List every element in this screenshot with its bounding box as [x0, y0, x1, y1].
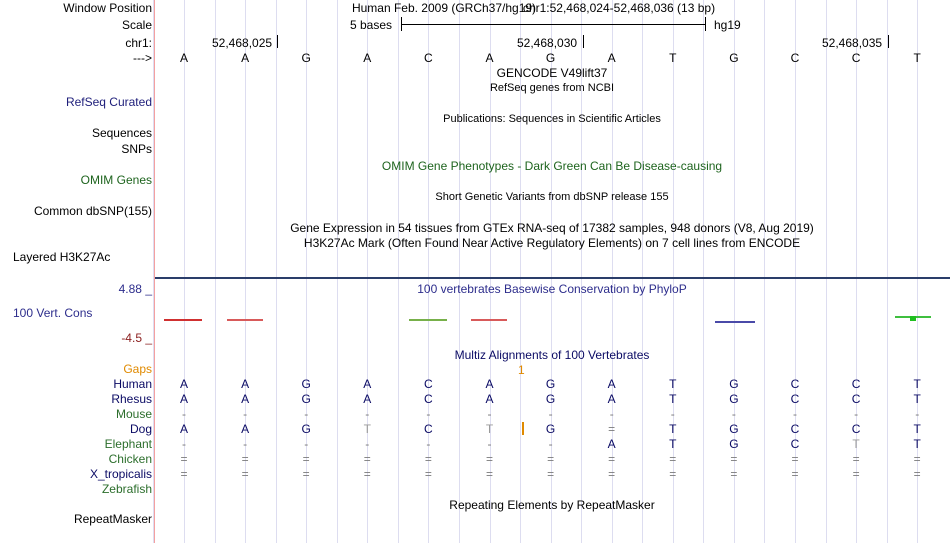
sequence-base: C: [790, 51, 800, 65]
base-gridline: [764, 0, 765, 543]
species-label[interactable]: X_tropicalis: [89, 467, 152, 481]
alignment-base: A: [485, 392, 494, 406]
vert-cons-label[interactable]: 100 Vert. Cons: [13, 306, 93, 320]
alignment-base: T: [913, 377, 921, 391]
gaps-label[interactable]: Gaps: [123, 362, 152, 376]
alignment-base: =: [852, 467, 860, 481]
alignment-base: =: [180, 452, 188, 466]
alignment-base: -: [670, 407, 675, 421]
alignment-base: G: [301, 422, 311, 436]
alignment-base: =: [791, 467, 799, 481]
species-label[interactable]: Elephant: [104, 437, 152, 451]
alignment-base: =: [730, 467, 738, 481]
phylop-negative-blip: [471, 319, 507, 321]
window-position-label: Window Position: [63, 1, 152, 15]
alignment-base: G: [301, 377, 311, 391]
assembly-text: Human Feb. 2009 (GRCh37/hg19): [351, 1, 537, 15]
coord-tick: [583, 35, 584, 48]
sequence-base: C: [851, 51, 861, 65]
phylop-positive-blip: [409, 319, 447, 321]
alignment-base: =: [791, 452, 799, 466]
alignment-base: -: [548, 407, 553, 421]
alignment-base: C: [790, 422, 800, 436]
cons-max-label: 4.88 _: [118, 282, 152, 296]
coord-label: 52,468,030: [517, 36, 578, 50]
alignment-base: -: [426, 437, 431, 451]
base-gridline: [642, 0, 643, 543]
alignment-base: =: [852, 452, 860, 466]
coord-label: 52,468,035: [822, 36, 883, 50]
alignment-base: -: [426, 407, 431, 421]
alignment-base: =: [241, 467, 249, 481]
alignment-base: G: [729, 392, 739, 406]
alignment-base: A: [607, 377, 616, 391]
alignment-base: -: [243, 437, 248, 451]
base-gridline: [459, 0, 460, 543]
sequence-base: A: [241, 51, 250, 65]
alignment-base: A: [363, 377, 372, 391]
alignment-base: C: [424, 392, 433, 406]
alignment-base: =: [913, 452, 921, 466]
base-gridline: [398, 0, 399, 543]
alignment-base: G: [545, 392, 556, 406]
coord-label: 52,468,025: [212, 36, 273, 50]
alignment-base: -: [793, 407, 797, 421]
base-gridline: [826, 0, 827, 543]
gtex-track-title[interactable]: Gene Expression in 54 tissues from GTEx RNA-seq of 17382 samples, 948 donors (V8, Aug 2019): [290, 221, 814, 235]
chrom-label: chr1:: [125, 36, 152, 50]
refseq-track-title[interactable]: RefSeq genes from NCBI: [489, 82, 615, 94]
alignment-base: =: [363, 452, 371, 466]
alignment-base: -: [609, 407, 614, 421]
scale-text: 5 bases: [350, 18, 393, 32]
omim-genes-label[interactable]: OMIM Genes: [80, 173, 152, 187]
cons-min-label: -4.5 _: [121, 331, 152, 345]
alignment-base: T: [669, 422, 677, 436]
sequence-base: G: [729, 51, 739, 65]
alignment-base: G: [729, 422, 739, 436]
alignment-base: =: [241, 452, 249, 466]
alignment-base: -: [304, 407, 309, 421]
phylop-peak: [910, 316, 916, 321]
phylop-positive-blip: [715, 321, 755, 323]
alignment-base: =: [608, 452, 616, 466]
alignment-base: -: [731, 407, 736, 421]
alignment-base: =: [302, 467, 310, 481]
alignment-base: =: [547, 467, 555, 481]
alignment-base: -: [915, 407, 920, 421]
alignment-base: C: [790, 392, 800, 406]
alignment-base: T: [913, 422, 921, 436]
species-label[interactable]: Zebrafish: [101, 482, 152, 496]
alignment-base: =: [730, 452, 738, 466]
alignment-base: =: [547, 452, 555, 466]
repeatmasker-track-title[interactable]: Repeating Elements by RepeatMasker: [449, 498, 655, 512]
alignment-base: =: [302, 452, 310, 466]
species-label[interactable]: Chicken: [108, 452, 152, 466]
alignment-base: =: [424, 467, 432, 481]
alignment-base: A: [485, 377, 494, 391]
phylop-negative-blip: [164, 319, 202, 321]
alignment-base: T: [669, 392, 677, 406]
repeatmasker-label[interactable]: RepeatMasker: [73, 512, 152, 526]
alignment-base: A: [241, 392, 250, 406]
species-label[interactable]: Mouse: [115, 407, 152, 421]
base-gridline: [887, 0, 888, 543]
scale-label: Scale: [121, 18, 152, 32]
position-text: chr1:52,468,024-52,468,036 (13 bp): [522, 1, 716, 15]
refseq-curated-label[interactable]: RefSeq Curated: [65, 95, 152, 109]
alignment-base: =: [608, 422, 616, 436]
alignment-base: =: [180, 467, 188, 481]
alignment-base: =: [608, 467, 616, 481]
gencode-track-title[interactable]: GENCODE V49lift37: [496, 66, 608, 80]
alignment-base: G: [545, 422, 556, 436]
sequence-base: T: [913, 51, 921, 65]
track-area[interactable]: [155, 0, 950, 543]
alignment-base: -: [243, 407, 248, 421]
alignment-base: -: [182, 407, 186, 421]
base-gridline: [703, 0, 704, 543]
omim-track-title[interactable]: OMIM Gene Phenotypes - Dark Green Can Be Disease-causing: [381, 159, 723, 173]
alignment-base: T: [363, 422, 371, 436]
species-label[interactable]: Human: [113, 377, 152, 391]
scale-bar: [401, 17, 706, 31]
alignment-base: A: [179, 377, 188, 391]
db-text: hg19: [714, 18, 741, 32]
alignment-base: =: [363, 467, 371, 481]
alignment-base: =: [485, 452, 493, 466]
alignment-base: A: [607, 392, 616, 406]
alignment-base: T: [669, 437, 677, 451]
alignment-base: G: [545, 377, 556, 391]
track-group-separator: [155, 277, 950, 279]
sequence-base: G: [545, 51, 556, 65]
alignment-base: G: [729, 437, 739, 451]
sequence-base: A: [179, 51, 188, 65]
alignment-base: A: [241, 422, 250, 436]
alignment-base: A: [607, 437, 616, 451]
base-gridline: [337, 0, 338, 543]
alignment-base: C: [851, 392, 861, 406]
sequence-base: A: [485, 51, 494, 65]
base-gridline: [276, 0, 277, 543]
track-label-column: [0, 0, 154, 543]
dbsnp-track-title[interactable]: Short Genetic Variants from dbSNP release 155: [435, 191, 669, 203]
sequence-base: C: [424, 51, 433, 65]
phylop-negative-blip: [227, 319, 263, 321]
alignment-base: -: [487, 407, 492, 421]
base-gridline: [215, 0, 216, 543]
sequence-base: A: [363, 51, 372, 65]
phylop-track-title[interactable]: 100 vertebrates Basewise Conservation by PhyloP: [417, 282, 687, 296]
alignment-base: =: [424, 452, 432, 466]
dbsnp-label[interactable]: Common dbSNP(155): [33, 204, 152, 218]
sequence-base: G: [301, 51, 311, 65]
alignment-base: T: [669, 377, 677, 391]
alignment-base: T: [485, 422, 494, 436]
alignment-base: C: [424, 422, 433, 436]
alignment-base: -: [365, 407, 370, 421]
alignment-base: T: [913, 392, 921, 406]
alignment-base: C: [424, 377, 433, 391]
alignment-base: C: [790, 437, 800, 451]
gap-count: 1: [518, 363, 525, 377]
sequences-label[interactable]: Sequences: [91, 126, 152, 140]
coord-tick: [277, 35, 278, 48]
alignment-base: =: [669, 452, 677, 466]
alignment-base: =: [485, 467, 493, 481]
alignment-base: G: [301, 392, 311, 406]
species-label[interactable]: Rhesus: [111, 392, 152, 406]
alignment-base: T: [852, 437, 860, 451]
alignment-base: A: [179, 392, 188, 406]
alignment-base: C: [851, 422, 861, 436]
alignment-base: -: [365, 437, 370, 451]
alignment-base: -: [487, 437, 492, 451]
alignment-base: -: [854, 407, 859, 421]
alignment-base: A: [179, 422, 188, 436]
alignment-base: C: [851, 377, 861, 391]
publications-track-title[interactable]: Publications: Sequences in Scientific Articles: [443, 113, 661, 125]
multiz-track-title[interactable]: Multiz Alignments of 100 Vertebrates: [454, 348, 650, 362]
alignment-base: -: [548, 437, 553, 451]
coord-tick: [888, 35, 889, 48]
alignment-base: G: [729, 377, 739, 391]
alignment-base: C: [790, 377, 800, 391]
alignment-base: =: [669, 467, 677, 481]
snps-label[interactable]: SNPs: [121, 142, 152, 156]
strand-arrow-label[interactable]: --->: [133, 51, 152, 65]
h3k27ac-track-title[interactable]: H3K27Ac Mark (Often Found Near Active Regulatory Elements) on 7 cell lines from ENCODE: [303, 236, 801, 250]
alignment-base: A: [241, 377, 250, 391]
alignment-base: -: [182, 437, 186, 451]
alignment-base: A: [363, 392, 372, 406]
alignment-base: T: [913, 437, 921, 451]
sequence-base: A: [607, 51, 616, 65]
sequence-base: T: [669, 51, 677, 65]
dog-insertion-marker: [522, 422, 524, 435]
h3k27ac-label[interactable]: Layered H3K27Ac: [13, 250, 111, 264]
alignment-base: =: [913, 467, 921, 481]
alignment-base: -: [304, 437, 309, 451]
species-label[interactable]: Dog: [129, 422, 152, 436]
